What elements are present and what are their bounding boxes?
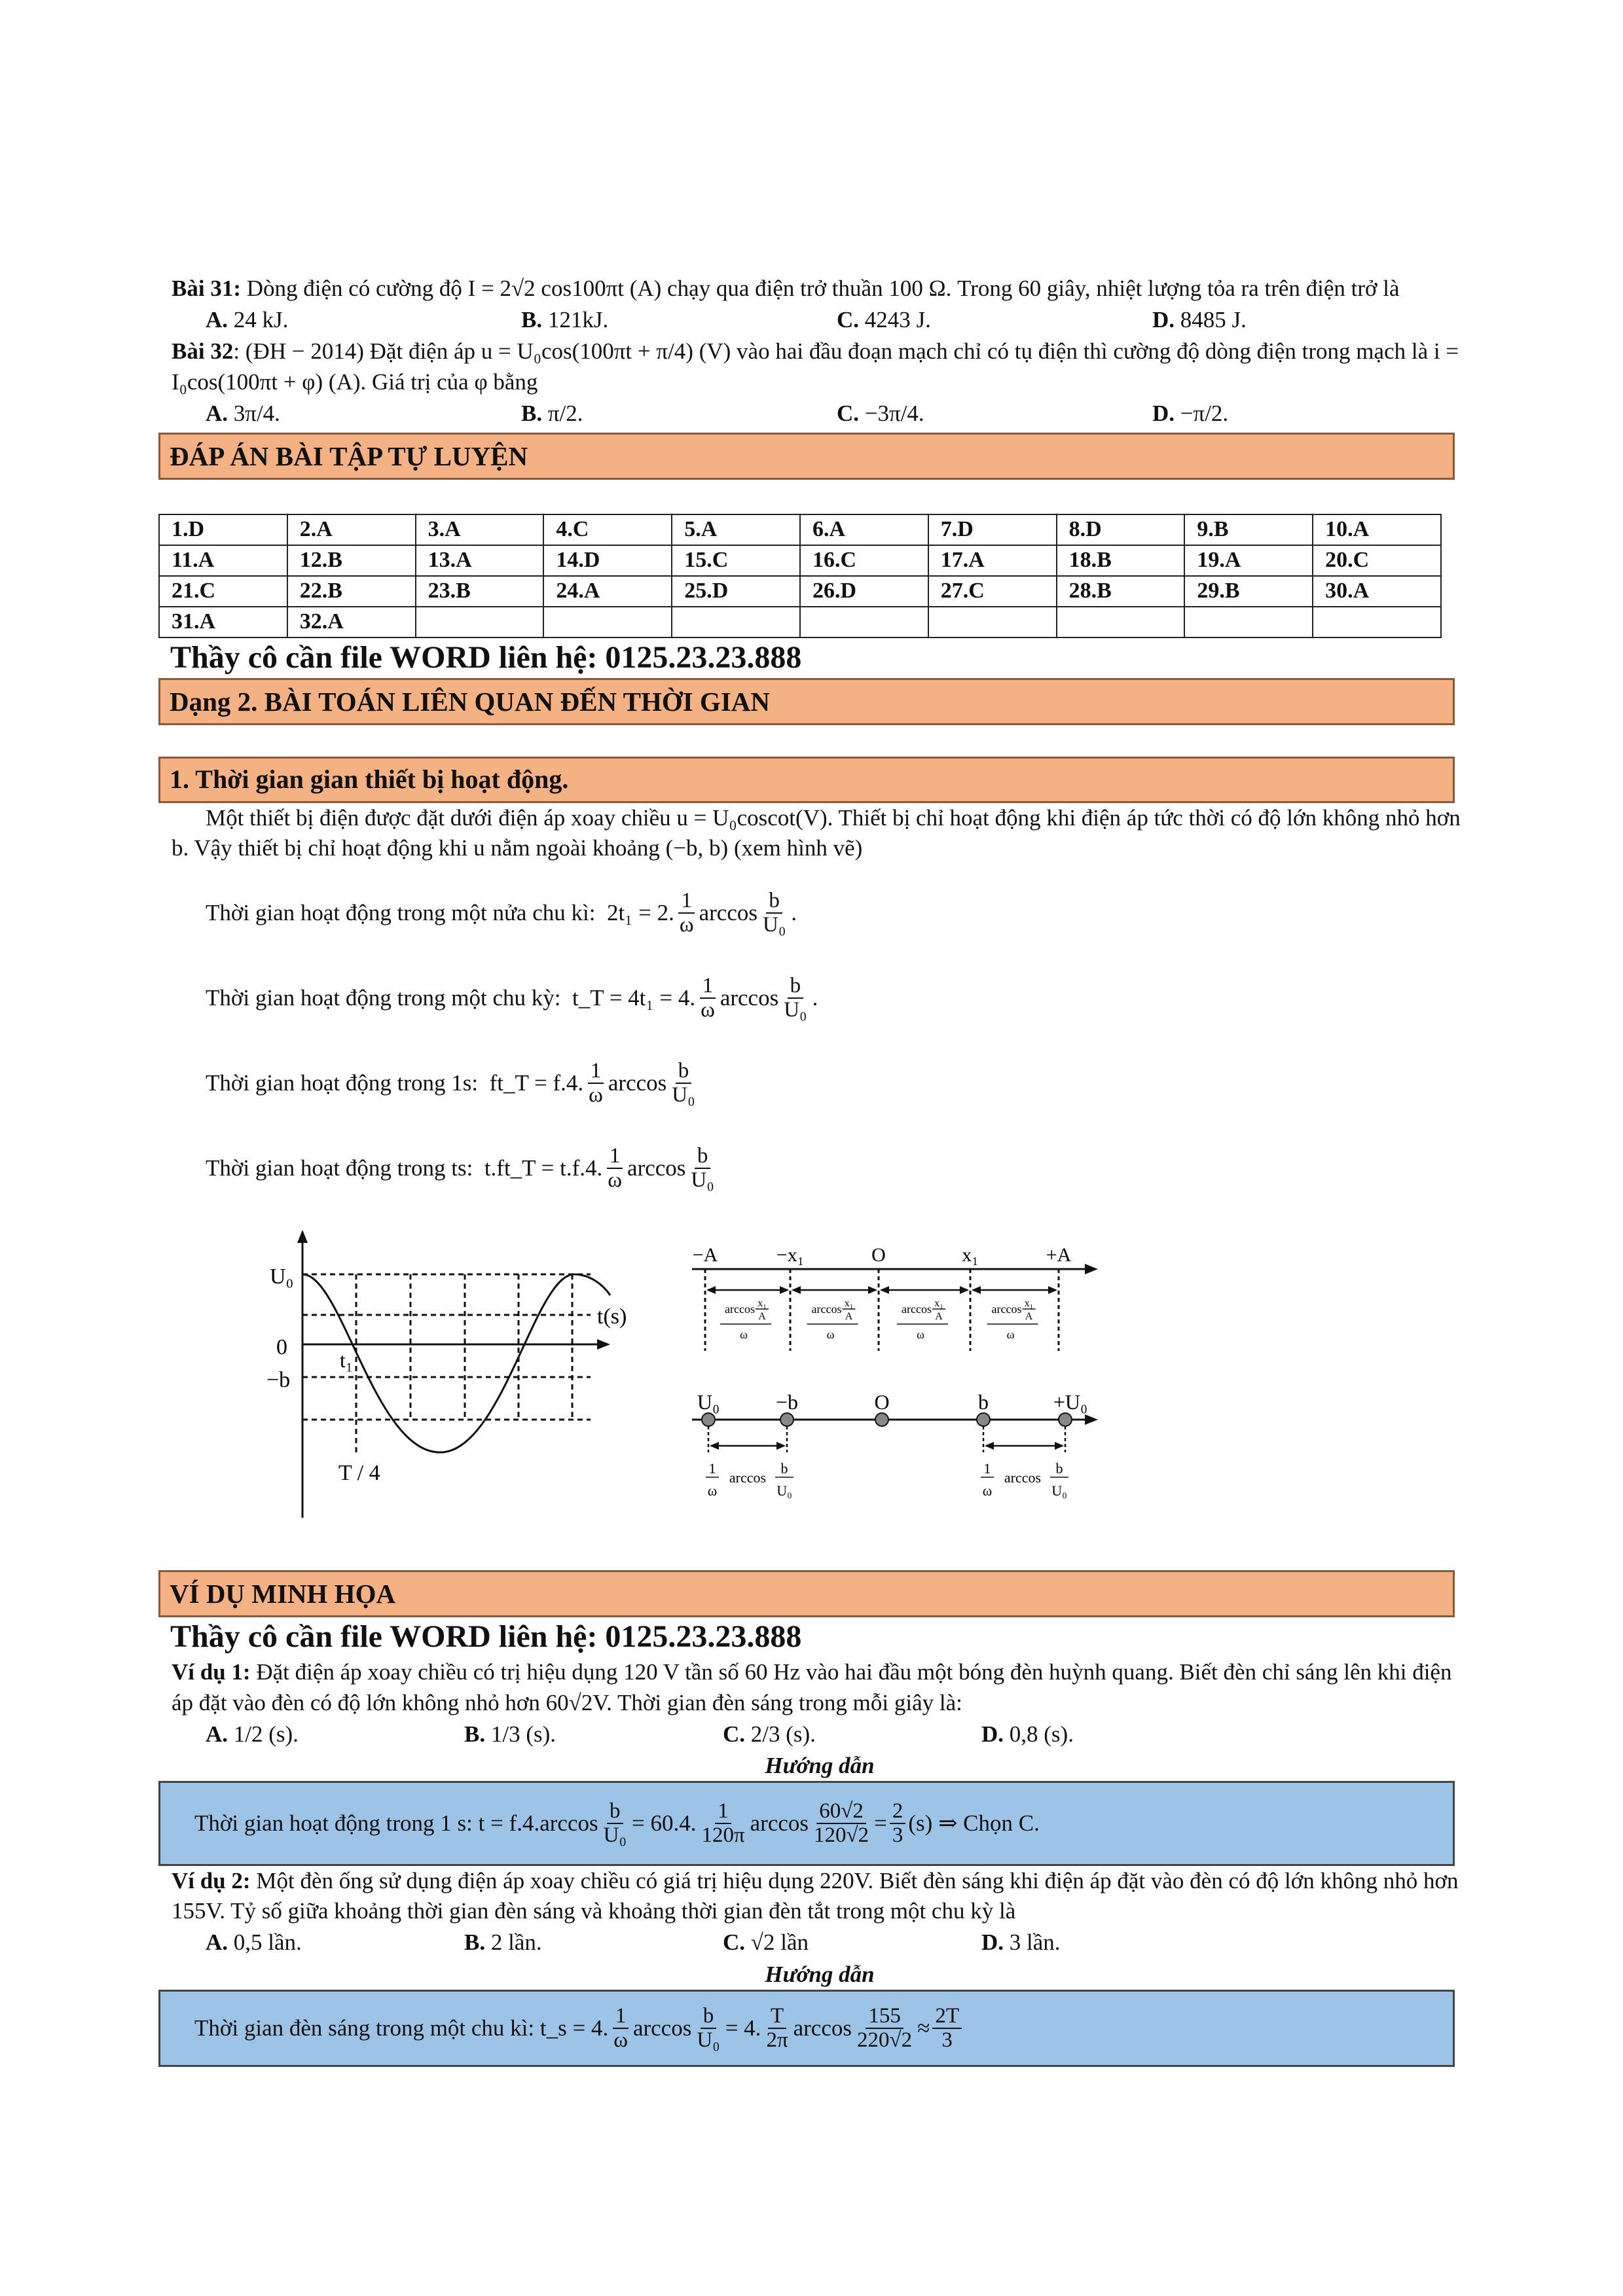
answer-cell: 7.D [928,514,1057,545]
segment-arccos: arccos [811,1302,842,1316]
segment-a: A [935,1311,943,1323]
section-2-banner: Dạng 2. BÀI TOÁN LIÊN QUAN ĐẾN THỜI GIAN [158,678,1455,725]
solution-term: = 4. [725,2015,761,2041]
answer-cell: 28.B [1057,576,1185,607]
formula-end: . [812,984,818,1011]
option-d: D. 3 lần. [981,1929,1061,1956]
axis-2-point [780,1413,793,1426]
answer-cell: 12.B [287,545,416,576]
option-b: B. 1/3 (s). [464,1721,556,1747]
bracket-b: b [780,1460,788,1477]
graph-label-u0: U₀ [270,1265,294,1289]
segment-omega: ω [740,1328,748,1342]
option-c: C. −3π/4. [837,400,924,426]
axis-2-label: b [978,1390,989,1414]
segment-x1: x₁ [934,1298,943,1310]
answer-cell [1313,607,1441,637]
segment-omega: ω [1006,1328,1015,1342]
formula-label: Thời gian hoạt động trong một chu kỳ: [206,984,561,1011]
subsection-1-text: Một thiết bị điện được đặt dưới điện áp xoay chiều u = U₀coscot(V). Thiết bị chỉ hoạt động khi điện áp tức thời có độ lớn không nhỏ hơn b. Vậy thiết bị chỉ hoạt động khi u nằm ngoài khoảng (−b, b) (xem hình vẽ) [172,804,1461,861]
fraction: $\frac{1}{120\pi}$ [701,1799,745,1848]
answer-cell [543,607,672,637]
axis-2-label: O [874,1390,890,1414]
answer-cell: 29.B [1184,576,1313,607]
diagram-area [172,1230,1468,1570]
axis-1-label: −A [692,1244,718,1266]
fraction: $\frac{T}{2\pi}$ [766,2004,788,2052]
fraction: $\frac{b}{\text{U₀}}$ [672,1059,695,1107]
question-label: Bài 31: [172,276,241,301]
formula-lhs: t.ft_T = t.f.4. [484,1155,603,1181]
answer-cell: 27.C [928,576,1057,607]
fraction: $\frac{1}{\omega}$ [608,1144,623,1193]
option-c: C. 2/3 (s). [723,1721,816,1747]
fraction: $\frac{1}{\omega}$ [613,2004,628,2052]
solution-term: arccos [793,2015,852,2041]
diagrams [172,1230,1468,1570]
option-b: B. π/2. [521,400,583,426]
example-text: Một đèn ống sử dụng điện áp xoay chiều có giá trị hiệu dụng 220V. Biết đèn sáng khi điện áp đặt vào đèn có độ lớn không nhỏ hơn 155V. Tỷ số giữa khoảng thời gian đèn sáng và khoảng thời gian đèn tắt trong một chu kỳ là [172,1868,1459,1924]
axis-2 [692,1390,1098,1499]
segment-x1: x₁ [844,1298,854,1310]
fraction: $\frac{b}{\text{U₀}}$ [697,2004,720,2052]
option-a: A. 3π/4. [206,400,280,426]
fraction: $\frac{1}{\omega}$ [589,1059,603,1107]
fraction: $\frac{b}{\text{U₀}}$ [603,1799,627,1848]
answer-cell: 26.D [800,576,928,607]
voltage-graph [266,1230,627,1518]
bracket-u0: U₀ [1051,1482,1067,1499]
segment-arccos: arccos [991,1302,1022,1316]
answer-cell [800,607,928,637]
segment-a: A [758,1311,766,1323]
option-b: B. 2 lần. [464,1929,542,1956]
axis-2-label: U₀ [697,1390,720,1414]
bracket-omega: ω [982,1482,993,1499]
formula-term: arccos [720,984,779,1011]
example-label: Ví dụ 2: [172,1868,251,1894]
fraction: $\frac{60√2}{120√2}$ [814,1799,869,1848]
answer-cell: 2.A [287,514,416,545]
answer-cell: 30.A [1313,576,1441,607]
axis-2-point [875,1413,888,1426]
answer-cell [928,607,1057,637]
formula-term: arccos [699,899,757,925]
answer-cell: 18.B [1057,545,1185,576]
graph-label-ts: t(s) [597,1304,627,1329]
graph-label-zero: 0 [276,1335,287,1360]
answers-row [159,576,1441,607]
solution-term: ≈ [917,2015,930,2041]
answer-cell: 20.C [1313,545,1441,576]
example-text: Đặt điện áp xoay chiều có trị hiệu dụng 120 V tần số 60 Hz vào hai đầu một bóng đèn huỳnh quang. Biết đèn chỉ sáng lên khi điện áp đặt vào đèn có độ lớn không nhỏ hơn 60√2V. Thời gian đèn sáng trong mỗi giây là: [172,1659,1452,1715]
answer-cell: 23.B [416,576,544,607]
axis-1-label: −x₁ [776,1244,805,1266]
formula-lhs: t_T = 4t₁ = 4. [572,984,696,1011]
answer-cell [1057,607,1185,637]
hint-heading: Hướng dẫn [765,1752,875,1778]
answer-cell: 8.D [1057,514,1185,545]
answer-cell: 24.A [543,576,672,607]
axis-2-point [977,1413,990,1426]
solution-term: = 60.4. [631,1810,697,1836]
answer-cell: 13.A [416,545,544,576]
segment-arccos: arccos [902,1302,932,1316]
formula-lhs: ft_T = f.4. [489,1069,584,1096]
segment-arccos: arccos [725,1302,755,1316]
solution-label: Thời gian đèn sáng trong một chu kì: [194,2015,535,2041]
answer-cell: 15.C [672,545,800,576]
bracket-one: 1 [708,1460,716,1477]
answer-cell: 14.D [543,545,672,576]
axis-2-label: −b [775,1390,799,1414]
answer-cell: 10.A [1313,514,1441,545]
hint-heading: Hướng dẫn [765,1961,875,1987]
contact-line-2: Thầy cô cần file WORD liên hệ: 0125.23.23.888 [170,1619,802,1655]
answer-cell [672,607,800,637]
answers-banner: ĐÁP ÁN BÀI TẬP TỰ LUYỆN [158,433,1455,480]
axis-1-label: +A [1046,1244,1072,1266]
example-1 [172,1657,1468,1717]
contact-line: Thầy cô cần file WORD liên hệ: 0125.23.23.888 [170,639,802,675]
formula-row [206,878,1468,948]
option-d: D. 0,8 (s). [981,1721,1074,1747]
formula-term: arccos [608,1069,667,1096]
segment-x1: x₁ [757,1298,767,1310]
formula-row [206,1048,1468,1119]
fraction: $\frac{b}{\text{U₀}}$ [691,1144,714,1193]
fraction: $\frac{1}{\omega}$ [701,974,715,1022]
fraction: $\frac{b}{\text{U₀}}$ [763,889,786,937]
formula-label: Thời gian hoạt động trong một nửa chu kì: [206,899,596,925]
formula-lhs: 2t₁ = 2. [606,899,674,925]
question-text: Dòng điện có cường độ I = 2√2 cos100πt (A) chạy qua điện trở thuần 100 Ω. Trong 60 giây, nhiệt lượng tỏa ra trên điện trở là [246,276,1400,301]
answer-cell: 22.B [287,576,416,607]
segment-a: A [845,1311,853,1323]
formula-term: arccos [627,1155,686,1181]
answer-cell: 11.A [159,545,287,576]
option-a: A. 24 kJ. [206,307,289,333]
graph-label-minus-b: −b [266,1368,291,1393]
answer-cell: 25.D [672,576,800,607]
page-content [172,274,1468,2067]
question-text: : (ĐH − 2014) Đặt điện áp u = U₀cos(100πt + π/4) (V) vào hai đầu đoạn mạch chỉ có tụ điện thì cường độ dòng điện trong mạch là i = I₀cos(100πt + φ) (A). Giá trị của φ bằng [172,338,1459,395]
axis-2-point [1059,1413,1072,1426]
option-c: C. √2 lần [723,1929,809,1956]
example-1-options [206,1719,1468,1749]
example-banner: VÍ DỤ MINH HỌA [158,1570,1455,1617]
solution-term: (s) ⇒ Chọn C. [908,1810,1040,1836]
solution-term: = [874,1810,887,1836]
fraction: $\frac{2}{3}$ [890,1800,906,1846]
answer-cell: 4.C [543,514,672,545]
answer-cell: 16.C [800,545,928,576]
answer-cell: 19.A [1184,545,1313,576]
example-2-options [206,1928,1468,1958]
subsection-1-banner: 1. Thời gian gian thiết bị hoạt động. [158,757,1455,803]
graph-label-t1: t₁ [340,1348,354,1372]
option-a: A. 1/2 (s). [206,1721,299,1747]
segment-omega: ω [917,1328,924,1342]
formula-label: Thời gian hoạt động trong 1s: [206,1069,479,1096]
example-2 [172,1866,1468,1926]
fraction: $\frac{2T}{3}$ [932,2005,962,2051]
axis-1-label: x₁ [962,1244,979,1266]
answer-cell [1184,607,1313,637]
solution-term: arccos [750,1810,809,1836]
answer-cell: 9.B [1184,514,1313,545]
answers-row [159,514,1441,545]
question-32-options [206,399,1468,429]
formula-label: Thời gian hoạt động trong ts: [206,1155,473,1181]
answer-cell: 1.D [159,514,287,545]
answer-cell: 17.A [928,545,1057,576]
answer-cell [416,607,544,637]
segment-x1: x₁ [1024,1298,1034,1310]
bracket-arccos: arccos [729,1469,767,1486]
formula-list [172,878,1468,1204]
question-31 [172,274,1468,304]
formula-end: . [791,899,797,925]
question-32 [172,336,1468,397]
answer-cell: 21.C [159,576,287,607]
answers-row [159,545,1441,576]
formula-row [206,1133,1468,1204]
option-d: D. 8485 J. [1152,307,1247,333]
solution-term: t_s = 4. [539,2015,609,2041]
option-a: A. 0,5 lần. [206,1929,302,1956]
axis-2-point [702,1413,715,1426]
answer-cell: 31.A [159,607,287,637]
answer-cell: 6.A [800,514,928,545]
graph-label-t4: T / 4 [338,1461,380,1486]
answers-table [158,514,1442,638]
bracket-b: b [1055,1460,1063,1477]
axis-2-label: +U₀ [1053,1390,1088,1414]
axis-1 [692,1244,1098,1351]
solution-label: Thời gian hoạt động trong 1 s: [194,1810,473,1836]
answer-cell: 32.A [287,607,416,637]
fraction: $\frac{1}{\omega}$ [679,889,694,937]
bracket-one: 1 [983,1460,991,1477]
bracket-arccos: arccos [1004,1469,1042,1486]
segment-omega: ω [826,1328,835,1342]
question-31-options [206,305,1468,335]
axis-1-label: O [871,1244,886,1266]
example-1-solution [158,1781,1455,1866]
bracket-omega: ω [707,1482,718,1499]
option-b: B. 121kJ. [521,307,609,333]
formula-row [206,963,1468,1033]
option-d: D. −π/2. [1152,400,1229,426]
answer-cell: 5.A [672,514,800,545]
fraction: $\frac{155}{220√2}$ [857,2004,913,2052]
question-label: Bài 32 [172,338,234,365]
solution-term: arccos [632,2015,692,2041]
bracket-u0: U₀ [776,1482,792,1499]
fraction: $\frac{b}{\text{U₀}}$ [784,974,807,1022]
solution-term: t = f.4.arccos [478,1810,598,1836]
option-c: C. 4243 J. [837,307,931,333]
answer-cell: 3.A [416,514,544,545]
example-2-solution [158,1990,1455,2067]
segment-a: A [1025,1311,1033,1323]
example-label: Ví dụ 1: [172,1659,251,1685]
answers-row [159,607,1441,637]
